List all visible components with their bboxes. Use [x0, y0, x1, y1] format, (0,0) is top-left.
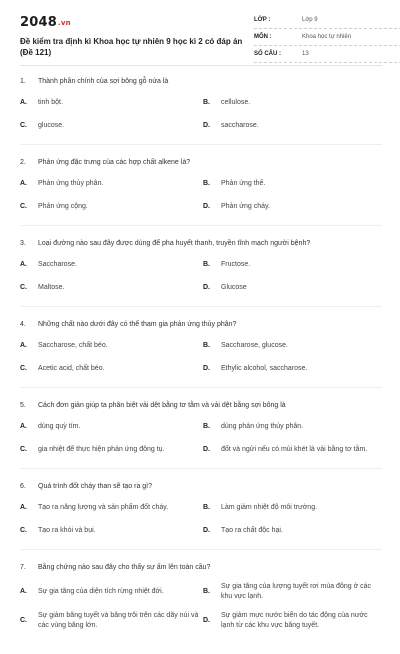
header-divider	[20, 65, 382, 66]
option-letter: C.	[20, 365, 27, 372]
option-letter: C.	[20, 203, 27, 210]
option-text: Saccharose, chất béo.	[38, 342, 108, 349]
option-letter: B.	[203, 588, 210, 595]
option-text: dùng phản ứng thủy phân.	[221, 423, 304, 430]
question-stem	[20, 157, 382, 168]
question-stem	[20, 238, 382, 249]
question-text: Thành phần chính của sợi bông gỗ nứa là	[38, 78, 169, 85]
answer-option-a[interactable]	[20, 177, 199, 191]
answer-option-a[interactable]	[20, 96, 199, 110]
option-text: cellulose.	[221, 99, 251, 106]
meta-value: Khoa học tự nhiên	[302, 34, 352, 40]
exam-title: Đề kiểm tra định kì Khoa học tự nhiên 9 học kì 2 có đáp án (Đề 121)	[20, 37, 243, 57]
option-letter: C.	[20, 122, 27, 129]
question-stem	[20, 319, 382, 330]
option-letter: D.	[203, 617, 210, 624]
question-number: 6.	[20, 483, 26, 490]
logo-suffix: .vn	[57, 19, 71, 27]
question-number: 1.	[20, 78, 26, 85]
option-letter: C.	[20, 284, 27, 291]
question-text: Quá trình đốt cháy than sẽ tạo ra gì?	[38, 483, 153, 490]
option-letter: C.	[20, 617, 27, 624]
option-text: gia nhiệt để thực hiện phản ứng đông tụ.	[38, 446, 165, 453]
option-text: Phản ứng cộng.	[38, 203, 88, 210]
option-text: tinh bột.	[38, 99, 63, 106]
question-text: Loại đường nào sau đây được dùng để pha huyết thanh, truyền tĩnh mạch người bệnh?	[38, 240, 311, 247]
answer-option-d[interactable]	[203, 362, 382, 376]
answer-options	[20, 420, 382, 457]
question-1	[20, 76, 382, 145]
answer-option-a[interactable]	[20, 339, 199, 353]
question-4	[20, 319, 382, 388]
meta-key: SỐ CÂU :	[254, 51, 281, 57]
meta-row-class	[254, 12, 400, 29]
option-letter: A.	[20, 99, 27, 106]
question-stem	[20, 76, 382, 87]
question-text: Cách đơn giản giúp ta phân biệt vải dệt bằng tơ tằm và vải dệt bằng sợi bông là	[38, 402, 286, 409]
option-letter: D.	[203, 446, 210, 453]
question-list	[20, 76, 382, 654]
answer-options	[20, 501, 382, 538]
question-text: Những chất nào dưới đây có thể tham gia phản ứng thủy phân?	[38, 321, 237, 328]
option-letter: B.	[203, 423, 210, 430]
option-letter: A.	[20, 588, 27, 595]
option-letter: D.	[203, 365, 210, 372]
answer-option-d[interactable]	[203, 200, 382, 214]
logo-text: 2048	[20, 15, 57, 30]
answer-option-c[interactable]	[20, 200, 199, 214]
option-text: Sự giảm mực nước biển do tác động của nước lạnh từ các khu vực băng tuyết.	[221, 612, 368, 629]
question-5	[20, 400, 382, 469]
question-6	[20, 481, 382, 550]
question-stem	[20, 562, 382, 573]
option-text: Sự giảm băng tuyết và băng trôi trên các dãy núi và các vùng băng lớn.	[38, 612, 199, 629]
option-text: Tạo ra khói và bụi.	[38, 527, 96, 534]
question-stem	[20, 400, 382, 411]
meta-value: Lớp 9	[302, 17, 318, 23]
answer-option-a[interactable]	[20, 258, 199, 272]
option-text: Saccharose.	[38, 261, 77, 268]
option-text: Phản ứng thủy phân.	[38, 180, 104, 187]
option-letter: A.	[20, 423, 27, 430]
option-letter: D.	[203, 122, 210, 129]
question-2	[20, 157, 382, 226]
answer-option-b[interactable]	[203, 582, 382, 602]
option-letter: D.	[203, 203, 210, 210]
answer-option-a[interactable]	[20, 582, 199, 602]
option-letter: B.	[203, 180, 210, 187]
answer-options	[20, 258, 382, 295]
answer-option-c[interactable]	[20, 443, 199, 457]
option-text: đốt và ngửi nếu có mùi khét là vải bằng tơ tằm.	[221, 446, 368, 453]
option-text: Acetic acid, chất béo.	[38, 365, 105, 372]
question-number: 5.	[20, 402, 26, 409]
option-text: Tạo ra chất độc hại.	[221, 527, 283, 534]
option-letter: A.	[20, 180, 27, 187]
answer-option-d[interactable]	[203, 524, 382, 538]
option-text: Sự gia tăng của lượng tuyết rơi mùa đông ở các khu vực lạnh.	[221, 583, 371, 600]
option-letter: B.	[203, 504, 210, 511]
answer-option-b[interactable]	[203, 96, 382, 110]
answer-option-d[interactable]	[203, 443, 382, 457]
page-header	[20, 12, 382, 62]
option-text: Sự gia tăng của diện tích rừng nhiệt đới.	[38, 588, 164, 595]
site-logo[interactable]	[20, 15, 71, 30]
answer-option-b[interactable]	[203, 420, 382, 434]
option-letter: A.	[20, 261, 27, 268]
question-number: 3.	[20, 240, 26, 247]
answer-option-c[interactable]	[20, 281, 199, 295]
option-text: saccharose.	[221, 122, 259, 129]
answer-option-b[interactable]	[203, 501, 382, 515]
option-letter: A.	[20, 342, 27, 349]
option-text: Phản ứng cháy.	[221, 203, 270, 210]
question-text: Phản ứng đặc trưng của các hợp chất alkene là?	[38, 159, 191, 166]
answer-option-c[interactable]	[20, 611, 199, 631]
meta-key: MÔN :	[254, 34, 272, 40]
answer-option-a[interactable]	[20, 501, 199, 515]
option-text: Ethylic alcohol, saccharose.	[221, 365, 308, 372]
answer-option-c[interactable]	[20, 119, 199, 133]
option-letter: B.	[203, 342, 210, 349]
answer-option-b[interactable]	[203, 258, 382, 272]
question-3	[20, 238, 382, 307]
question-stem	[20, 481, 382, 492]
option-letter: B.	[203, 261, 210, 268]
option-text: glucose.	[38, 122, 65, 129]
option-letter: A.	[20, 504, 27, 511]
answer-option-c[interactable]	[20, 524, 199, 538]
answer-option-d[interactable]	[203, 119, 382, 133]
option-letter: C.	[20, 527, 27, 534]
question-number: 7.	[20, 564, 26, 571]
meta-row-subject	[254, 29, 400, 46]
answer-options	[20, 177, 382, 214]
answer-option-c[interactable]	[20, 362, 199, 376]
option-text: dùng quỳ tím.	[38, 423, 81, 430]
question-number: 4.	[20, 321, 26, 328]
option-letter: D.	[203, 284, 210, 291]
option-text: Maltose.	[38, 284, 65, 291]
meta-key: LỚP :	[254, 17, 271, 23]
answer-option-a[interactable]	[20, 420, 199, 434]
exam-meta	[254, 12, 400, 63]
option-letter: C.	[20, 446, 27, 453]
meta-value: 13	[302, 51, 309, 57]
answer-option-b[interactable]	[203, 177, 382, 191]
question-text: Bằng chứng nào sau đây cho thấy sự ấm lên toàn cầu?	[38, 564, 211, 571]
question-number: 2.	[20, 159, 26, 166]
option-text: Saccharose, glucose.	[221, 342, 288, 349]
option-letter: D.	[203, 527, 210, 534]
answer-options	[20, 582, 382, 631]
answer-option-b[interactable]	[203, 339, 382, 353]
meta-row-question-count	[254, 46, 400, 63]
answer-options	[20, 96, 382, 133]
option-text: Glucose	[221, 284, 247, 291]
answer-options	[20, 339, 382, 376]
option-text: Làm giảm nhiệt độ môi trường.	[221, 504, 318, 511]
answer-option-d[interactable]	[203, 281, 382, 295]
option-text: Fructose.	[221, 261, 251, 268]
option-text: Tạo ra năng lượng và sản phẩm đốt cháy.	[38, 504, 169, 511]
answer-option-d[interactable]	[203, 611, 382, 631]
question-7	[20, 562, 382, 642]
option-text: Phản ứng thế.	[221, 180, 266, 187]
option-letter: B.	[203, 99, 210, 106]
